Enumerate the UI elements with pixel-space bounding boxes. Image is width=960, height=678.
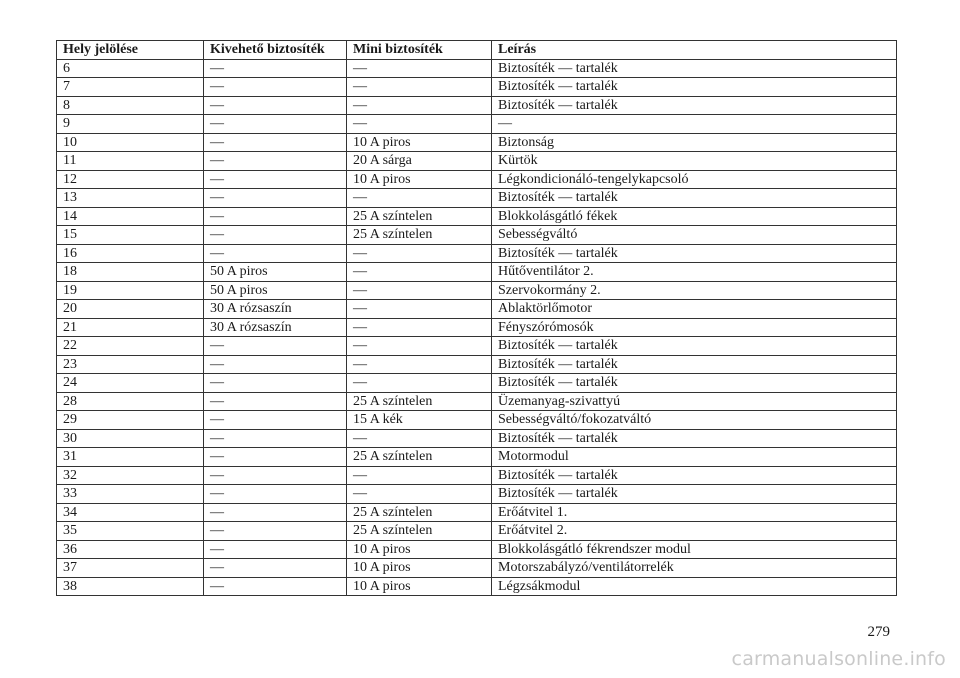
cell-cartridge-fuse: 30 A rózsaszín xyxy=(204,318,347,337)
cell-location: 19 xyxy=(57,281,204,300)
cell-description: Biztonság xyxy=(492,133,897,152)
cell-cartridge-fuse: — xyxy=(204,189,347,208)
cell-cartridge-fuse: 50 A piros xyxy=(204,263,347,282)
cell-mini-fuse: 25 A színtelen xyxy=(347,503,492,522)
cell-cartridge-fuse: — xyxy=(204,115,347,134)
cell-location: 14 xyxy=(57,207,204,226)
table-row xyxy=(57,189,897,208)
table-row xyxy=(57,503,897,522)
table-row xyxy=(57,411,897,430)
cell-cartridge-fuse: — xyxy=(204,133,347,152)
cell-description: Biztosíték — tartalék xyxy=(492,429,897,448)
cell-location: 28 xyxy=(57,392,204,411)
cell-mini-fuse: 25 A színtelen xyxy=(347,226,492,245)
cell-description: Ablaktörlőmotor xyxy=(492,300,897,319)
cell-description: Motormodul xyxy=(492,448,897,467)
cell-location: 24 xyxy=(57,374,204,393)
cell-cartridge-fuse: — xyxy=(204,152,347,171)
cell-cartridge-fuse: 50 A piros xyxy=(204,281,347,300)
cell-mini-fuse: 25 A színtelen xyxy=(347,448,492,467)
cell-cartridge-fuse: — xyxy=(204,466,347,485)
cell-mini-fuse: — xyxy=(347,374,492,393)
cell-cartridge-fuse: — xyxy=(204,411,347,430)
cell-mini-fuse: — xyxy=(347,115,492,134)
cell-description: Biztosíték — tartalék xyxy=(492,59,897,78)
cell-location: 18 xyxy=(57,263,204,282)
cell-description: Blokkolásgátló fékrendszer modul xyxy=(492,540,897,559)
table-header-row xyxy=(57,41,897,60)
header-location: Hely jelölése xyxy=(57,41,204,60)
table-row xyxy=(57,133,897,152)
cell-cartridge-fuse: — xyxy=(204,244,347,263)
cell-location: 9 xyxy=(57,115,204,134)
cell-location: 36 xyxy=(57,540,204,559)
cell-location: 13 xyxy=(57,189,204,208)
table-row xyxy=(57,374,897,393)
cell-location: 29 xyxy=(57,411,204,430)
cell-location: 37 xyxy=(57,559,204,578)
cell-mini-fuse: — xyxy=(347,355,492,374)
cell-location: 15 xyxy=(57,226,204,245)
table-row xyxy=(57,207,897,226)
cell-description: Sebességváltó xyxy=(492,226,897,245)
cell-mini-fuse: — xyxy=(347,96,492,115)
cell-description: Kürtök xyxy=(492,152,897,171)
cell-mini-fuse: 25 A színtelen xyxy=(347,392,492,411)
cell-location: 12 xyxy=(57,170,204,189)
cell-cartridge-fuse: — xyxy=(204,337,347,356)
cell-location: 22 xyxy=(57,337,204,356)
table-row xyxy=(57,59,897,78)
cell-description: Szervokormány 2. xyxy=(492,281,897,300)
cell-location: 31 xyxy=(57,448,204,467)
cell-location: 21 xyxy=(57,318,204,337)
cell-description: Blokkolásgátló fékek xyxy=(492,207,897,226)
cell-cartridge-fuse: — xyxy=(204,207,347,226)
cell-location: 8 xyxy=(57,96,204,115)
cell-location: 32 xyxy=(57,466,204,485)
cell-description: Biztosíték — tartalék xyxy=(492,355,897,374)
cell-mini-fuse: — xyxy=(347,263,492,282)
cell-description: Motorszabályzó/ventilátorrelék xyxy=(492,559,897,578)
table-row xyxy=(57,281,897,300)
cell-cartridge-fuse: — xyxy=(204,448,347,467)
cell-cartridge-fuse: — xyxy=(204,522,347,541)
cell-cartridge-fuse: — xyxy=(204,540,347,559)
cell-location: 16 xyxy=(57,244,204,263)
table-row xyxy=(57,78,897,97)
table-row xyxy=(57,170,897,189)
cell-mini-fuse: — xyxy=(347,281,492,300)
table-row xyxy=(57,392,897,411)
cell-mini-fuse: 25 A színtelen xyxy=(347,207,492,226)
cell-mini-fuse: — xyxy=(347,485,492,504)
header-cartridge-fuse: Kivehető biztosíték xyxy=(204,41,347,60)
page-number: 279 xyxy=(867,624,890,640)
cell-mini-fuse: — xyxy=(347,59,492,78)
cell-location: 38 xyxy=(57,577,204,596)
cell-mini-fuse: 25 A színtelen xyxy=(347,522,492,541)
cell-location: 33 xyxy=(57,485,204,504)
cell-location: 30 xyxy=(57,429,204,448)
cell-mini-fuse: — xyxy=(347,466,492,485)
watermark: carmanualsonline.info xyxy=(731,648,946,670)
fuse-table xyxy=(56,40,897,596)
cell-description: Erőátvitel 2. xyxy=(492,522,897,541)
cell-description: Üzemanyag-szivattyú xyxy=(492,392,897,411)
table-row xyxy=(57,244,897,263)
cell-mini-fuse: — xyxy=(347,337,492,356)
cell-description: Biztosíték — tartalék xyxy=(492,244,897,263)
cell-description: Biztosíték — tartalék xyxy=(492,78,897,97)
cell-location: 34 xyxy=(57,503,204,522)
cell-description: Biztosíték — tartalék xyxy=(492,374,897,393)
cell-mini-fuse: 10 A piros xyxy=(347,133,492,152)
cell-location: 6 xyxy=(57,59,204,78)
cell-mini-fuse: — xyxy=(347,244,492,263)
cell-mini-fuse: — xyxy=(347,78,492,97)
table-row xyxy=(57,522,897,541)
cell-description: Biztosíték — tartalék xyxy=(492,485,897,504)
cell-mini-fuse: 20 A sárga xyxy=(347,152,492,171)
table-row xyxy=(57,540,897,559)
table-row xyxy=(57,337,897,356)
cell-mini-fuse: — xyxy=(347,189,492,208)
cell-mini-fuse: 15 A kék xyxy=(347,411,492,430)
cell-mini-fuse: — xyxy=(347,318,492,337)
table-row xyxy=(57,355,897,374)
table-row xyxy=(57,559,897,578)
cell-location: 20 xyxy=(57,300,204,319)
cell-mini-fuse: 10 A piros xyxy=(347,540,492,559)
table-row xyxy=(57,300,897,319)
cell-description: Légkondicionáló-tengelykapcsoló xyxy=(492,170,897,189)
table-row xyxy=(57,152,897,171)
cell-cartridge-fuse: — xyxy=(204,355,347,374)
cell-cartridge-fuse: — xyxy=(204,392,347,411)
cell-cartridge-fuse: — xyxy=(204,59,347,78)
cell-description: Biztosíték — tartalék xyxy=(492,96,897,115)
table-body xyxy=(57,59,897,596)
cell-location: 23 xyxy=(57,355,204,374)
table-row xyxy=(57,429,897,448)
cell-location: 11 xyxy=(57,152,204,171)
cell-cartridge-fuse: — xyxy=(204,170,347,189)
table-row xyxy=(57,485,897,504)
table-row xyxy=(57,448,897,467)
cell-cartridge-fuse: — xyxy=(204,577,347,596)
cell-mini-fuse: 10 A piros xyxy=(347,170,492,189)
table-row xyxy=(57,263,897,282)
table-row xyxy=(57,318,897,337)
cell-description: Erőátvitel 1. xyxy=(492,503,897,522)
table-row xyxy=(57,466,897,485)
cell-mini-fuse: — xyxy=(347,429,492,448)
cell-cartridge-fuse: — xyxy=(204,503,347,522)
cell-mini-fuse: 10 A piros xyxy=(347,577,492,596)
cell-location: 35 xyxy=(57,522,204,541)
cell-description: — xyxy=(492,115,897,134)
cell-description: Légzsákmodul xyxy=(492,577,897,596)
table-row xyxy=(57,96,897,115)
cell-cartridge-fuse: — xyxy=(204,429,347,448)
cell-mini-fuse: — xyxy=(347,300,492,319)
cell-cartridge-fuse: — xyxy=(204,78,347,97)
table-row xyxy=(57,226,897,245)
header-description: Leírás xyxy=(492,41,897,60)
table-row xyxy=(57,115,897,134)
cell-cartridge-fuse: 30 A rózsaszín xyxy=(204,300,347,319)
cell-description: Biztosíték — tartalék xyxy=(492,337,897,356)
table-row xyxy=(57,577,897,596)
cell-description: Biztosíték — tartalék xyxy=(492,189,897,208)
cell-description: Fényszórómosók xyxy=(492,318,897,337)
cell-location: 7 xyxy=(57,78,204,97)
cell-description: Biztosíték — tartalék xyxy=(492,466,897,485)
cell-cartridge-fuse: — xyxy=(204,485,347,504)
cell-description: Sebességváltó/fokozatváltó xyxy=(492,411,897,430)
cell-cartridge-fuse: — xyxy=(204,374,347,393)
cell-location: 10 xyxy=(57,133,204,152)
cell-mini-fuse: 10 A piros xyxy=(347,559,492,578)
cell-cartridge-fuse: — xyxy=(204,559,347,578)
header-mini-fuse: Mini biztosíték xyxy=(347,41,492,60)
cell-cartridge-fuse: — xyxy=(204,226,347,245)
cell-cartridge-fuse: — xyxy=(204,96,347,115)
cell-description: Hűtőventilátor 2. xyxy=(492,263,897,282)
